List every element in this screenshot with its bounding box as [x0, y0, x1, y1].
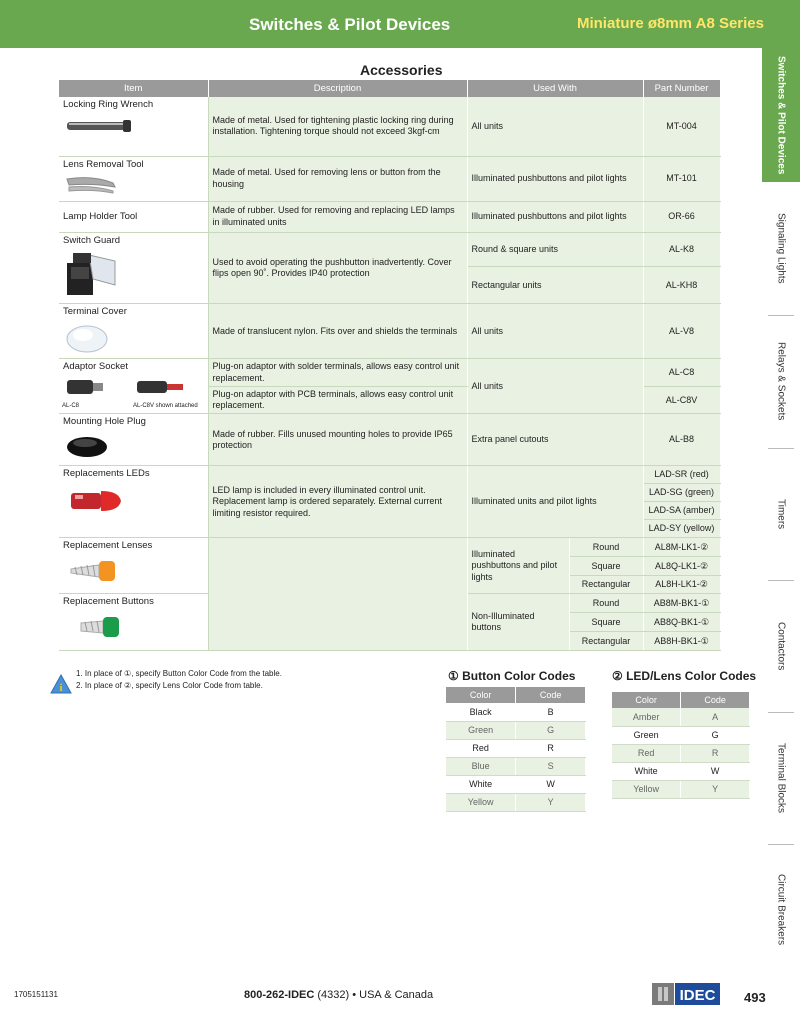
info-icon [50, 674, 72, 694]
button-codes-table: Color Code Black B Green G Red R Blue S White W Yellow Y [446, 687, 586, 812]
tab-contactors[interactable]: Contactors [775, 621, 787, 671]
lens-codes-title: ② LED/Lens Color Codes [612, 669, 757, 683]
series-title: Miniature ø8mm A8 Series [576, 15, 764, 32]
table-row: Replacements LEDs LED lamp is included in every illuminated control unit. Replacement lamp is ordered separately. External current limiting resistor required. Illuminated units and pilot lights LAD-SR (red) [59, 466, 720, 484]
table-row: Replacement Buttons Non-Illuminated buttons Round AB8M-BK1-① [59, 594, 720, 613]
table-row: Replacement Lenses Illuminated pushbuttons and pilot lights Round AL8M-LK1-② [59, 538, 720, 557]
table-row: Rectangular AB8H-BK1-① [59, 632, 720, 651]
idec-logo [652, 983, 720, 1005]
part-number: AL-V8 [643, 304, 720, 359]
document-code: 1705151131 [14, 990, 58, 999]
lens-codes-table: Color Code Amber A Green G Red R White W Yellow Y [612, 692, 750, 799]
accessories-table [59, 80, 721, 651]
table-row: Red R [612, 744, 750, 762]
part-number: AL-C8 [643, 359, 720, 387]
col-description: Description [208, 80, 467, 97]
button-codes-title: ① Button Color Codes [448, 669, 576, 683]
part-number: LAD-SR (red) [643, 466, 720, 484]
table-row: Green G [446, 721, 586, 739]
table-row: Amber A [612, 708, 750, 726]
item-cell: Mounting Hole Plug [59, 414, 208, 466]
svg-text:i: i [59, 683, 63, 694]
tab-circuit-breakers[interactable]: Circuit Breakers [775, 874, 787, 946]
item-cell: Lamp Holder Tool [59, 201, 208, 232]
part-number: MT-101 [643, 156, 720, 201]
part-number: AL-B8 [643, 414, 720, 466]
part-number: AB8M-BK1-① [643, 594, 720, 613]
part-number: AL8H-LK1-② [643, 576, 720, 594]
table-row: White W [612, 762, 750, 780]
part-number: MT-004 [643, 97, 720, 156]
table-row: Terminal Cover Made of translucent nylon. Fits over and shields the terminals All units AL-V8 [59, 304, 720, 359]
footer-phone: 800-262-IDEC (4332) • USA & Canada [244, 989, 434, 1001]
tab-timers[interactable]: Timers [775, 498, 787, 530]
tab-terminal-blocks[interactable]: Terminal Blocks [775, 742, 787, 814]
item-cell: Terminal Cover [59, 304, 208, 359]
table-row: Square AB8Q-BK1-① [59, 613, 720, 632]
side-tabs [762, 48, 800, 978]
button-icon [63, 611, 133, 641]
item-cell: Locking Ring Wrench [59, 97, 208, 156]
table-row: Red R [446, 739, 586, 757]
item-cell: Replacement Lenses [59, 538, 208, 594]
section-title: Switches & Pilot Devices [249, 15, 451, 34]
part-number: OR-66 [643, 201, 720, 232]
item-cell: Lens Removal Tool [59, 156, 208, 201]
led-lamp-icon [63, 483, 133, 515]
table-row: Yellow Y [612, 780, 750, 798]
notes [50, 668, 320, 692]
table-row: Black B [446, 703, 586, 721]
part-number: LAD-SG (green) [643, 484, 720, 502]
adaptor-socket-icon [63, 376, 203, 398]
col-used-with: Used With [467, 80, 643, 97]
table-row: Square AL8Q-LK1-② [59, 557, 720, 576]
table-row: Lens Removal Tool Made of metal. Used for removing lens or button from the housing Illuminated pushbuttons and pilot lights MT-101 [59, 156, 720, 201]
table-row: Locking Ring Wrench Made of metal. Used for tightening plastic locking ring during installation. Tightening torque should not exceed 3kgf-cm All units MT-004 [59, 97, 720, 156]
note-2: 2. In place of ②, specify Lens Color Code from table. [76, 681, 263, 690]
wrench-icon [63, 114, 135, 138]
table-row: White W [446, 775, 586, 793]
table-row: Yellow Y [446, 793, 586, 811]
table-row: Green G [612, 726, 750, 744]
table-row: Adaptor Socket AL-C8 AL-C8V shown attached Plug-on adaptor with solder terminals, allows easy control unit replacement. All units AL-C8 [59, 359, 720, 387]
accessories-title: Accessories [360, 62, 443, 78]
part-number: AL8Q-LK1-② [643, 557, 720, 576]
part-number: AL-K8 [643, 232, 720, 266]
item-cell: Adaptor Socket AL-C8 AL-C8V shown attached [59, 359, 208, 414]
part-number: AL8M-LK1-② [643, 538, 720, 557]
part-number: AB8H-BK1-① [643, 632, 720, 651]
part-number: AL-C8V [643, 386, 720, 414]
col-item: Item [59, 80, 208, 97]
part-number: AB8Q-BK1-① [643, 613, 720, 632]
item-cell: Replacements LEDs [59, 466, 208, 538]
part-number: LAD-SY (yellow) [643, 520, 720, 538]
table-row: Rectangular AL8H-LK1-② [59, 576, 720, 594]
terminal-cover-icon [63, 321, 113, 355]
col-part-number: Part Number [643, 80, 720, 97]
tab-switches-pilot-devices[interactable]: Switches & Pilot Devices [762, 48, 800, 182]
part-number: AL-KH8 [643, 266, 720, 303]
table-row: Blue S [446, 757, 586, 775]
switch-guard-icon [63, 249, 123, 301]
table-row: Rectangular units AL-KH8 [59, 266, 720, 303]
tab-signaling-lights[interactable]: Signaling Lights [775, 213, 787, 284]
page-number: 493 [744, 990, 766, 1005]
tab-relays-sockets[interactable]: Relays & Sockets [775, 342, 787, 421]
note-1: 1. In place of ①, specify Button Color Code from the table. [76, 669, 282, 678]
table-row: Plug-on adaptor with PCB terminals, allows easy control unit replacement. AL-C8V [59, 386, 720, 414]
svg-text:IDEC: IDEC [679, 987, 716, 1004]
lens-tool-icon [63, 173, 123, 197]
table-row: Lamp Holder Tool Made of rubber. Used for removing and replacing LED lamps in illuminated units Illuminated pushbuttons and pilot lights OR-66 [59, 201, 720, 232]
item-cell: Switch Guard [59, 232, 208, 304]
page-header [0, 0, 800, 48]
table-row: Switch Guard Used to avoid operating the pushbutton inadvertently. Cover flips open 90˚. Provides IP40 protection Round & square units AL-K8 [59, 232, 720, 266]
lens-icon [63, 555, 133, 585]
hole-plug-icon [63, 431, 113, 459]
item-cell: Replacement Buttons [59, 594, 208, 651]
part-number: LAD-SA (amber) [643, 502, 720, 520]
table-row: Mounting Hole Plug Made of rubber. Fills unused mounting holes to provide IP65 protection Extra panel cutouts AL-B8 [59, 414, 720, 466]
